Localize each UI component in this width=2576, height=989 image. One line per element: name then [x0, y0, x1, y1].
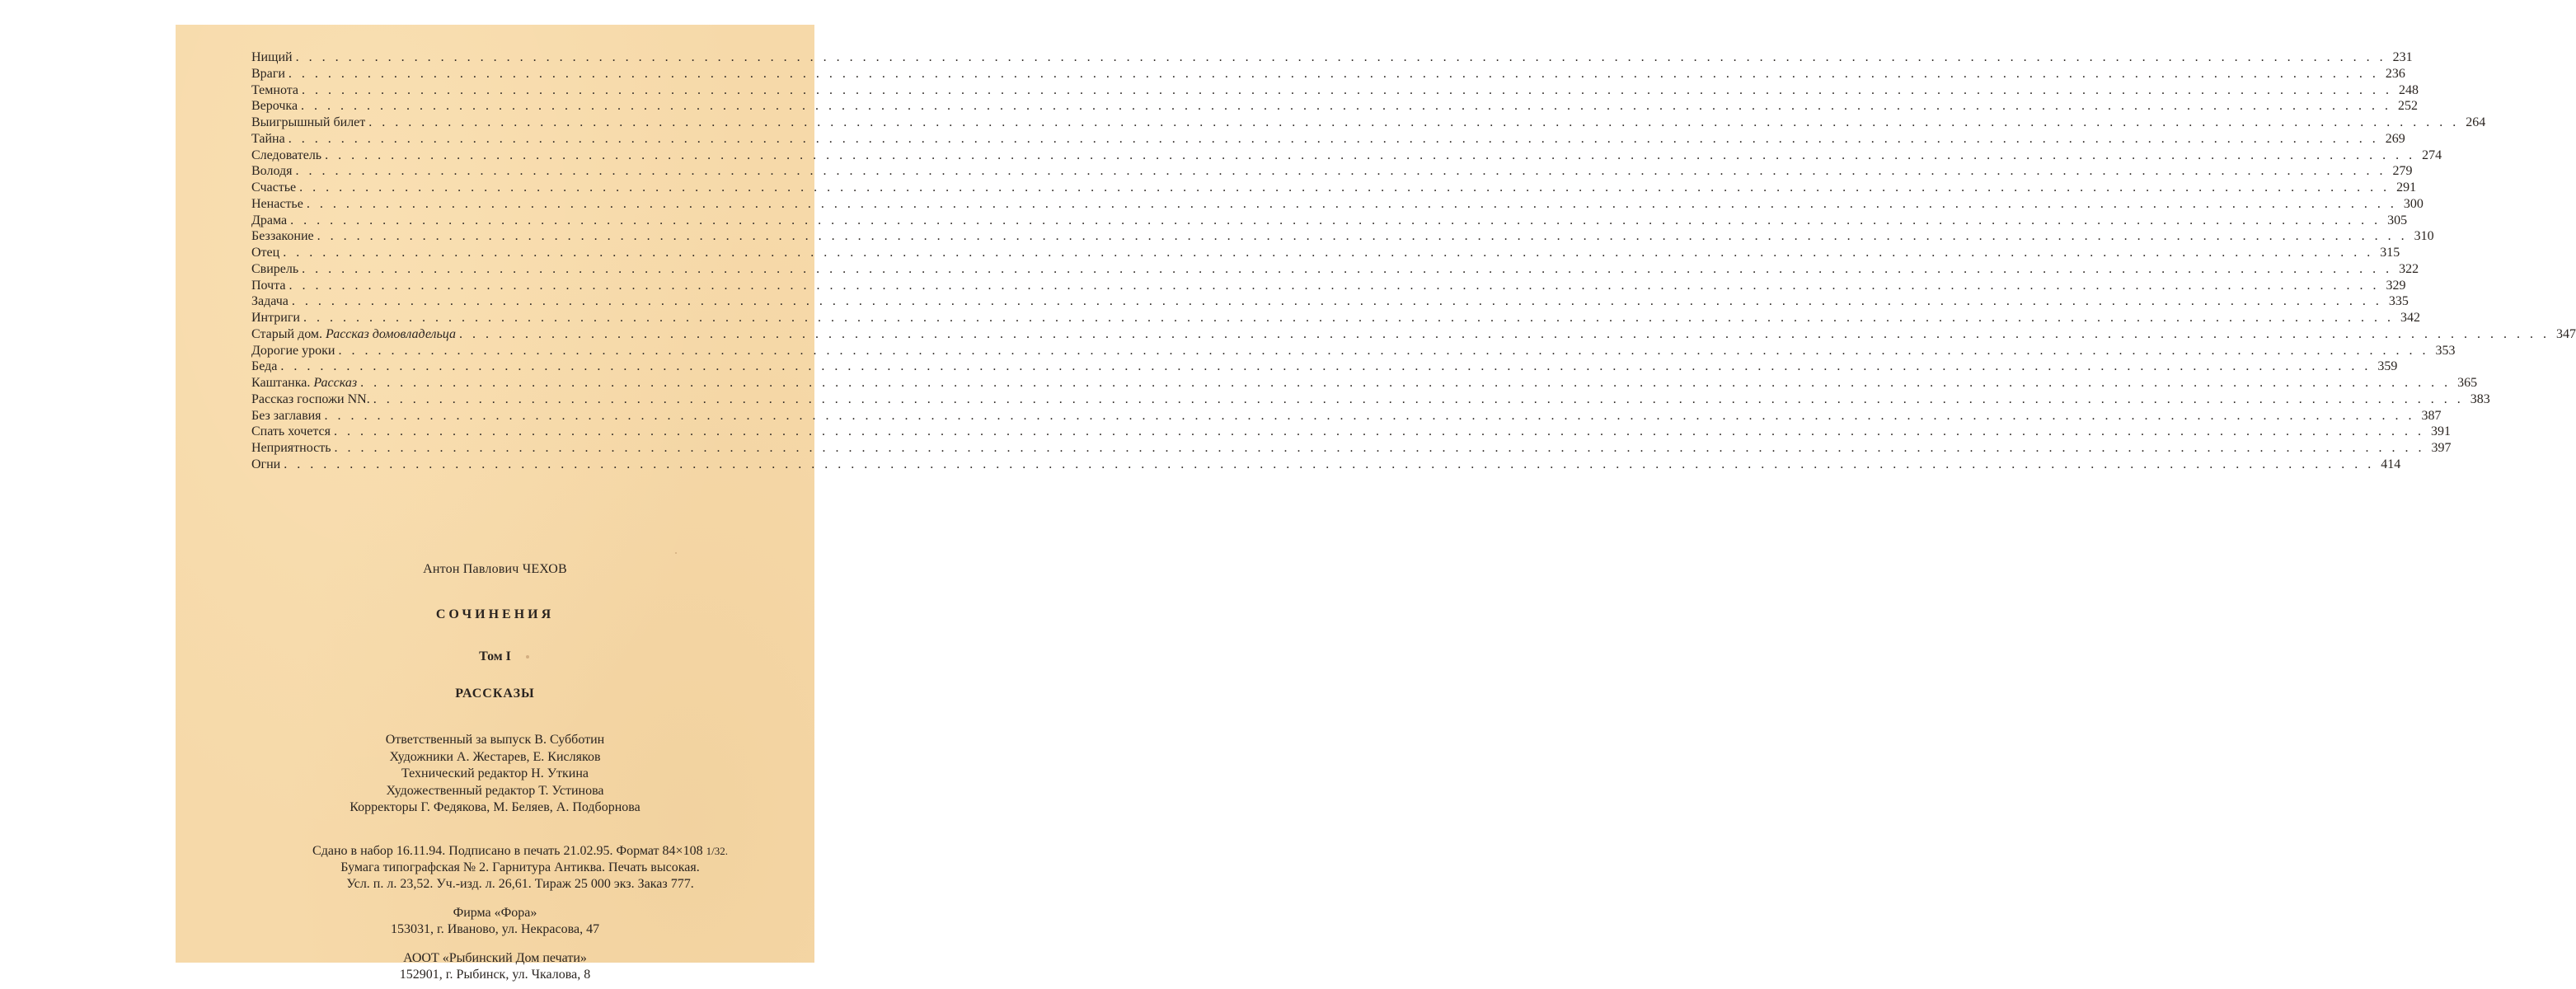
toc-entry-main: Верочка	[251, 99, 298, 114]
print-details-line	[265, 843, 776, 860]
toc-entry-title	[251, 310, 303, 326]
toc-page-number: 315	[2380, 246, 2400, 260]
toc-entry-main: Беда	[251, 359, 278, 374]
toc-entry-title	[251, 180, 299, 196]
credit-line: Технический редактор Н. Уткина	[401, 766, 589, 780]
toc-dot-leader	[325, 408, 2412, 424]
printer-block	[176, 950, 814, 983]
publisher-name: Фирма «Фора»	[453, 906, 537, 920]
toc-row	[251, 440, 2452, 457]
toc-entry-title	[251, 375, 360, 391]
toc-row	[251, 98, 2419, 115]
toc-entry-main: Враги	[251, 66, 285, 81]
toc-entry-title	[251, 278, 289, 294]
toc-dot-leader	[307, 196, 2394, 213]
toc-row	[251, 196, 2424, 213]
toc-dot-leader	[373, 391, 2461, 408]
toc-entry-main: Интриги	[251, 311, 300, 325]
toc-row	[251, 82, 2419, 99]
toc-entry-main: Спать хочется	[251, 424, 331, 439]
toc-dot-leader	[459, 326, 2546, 343]
toc-dot-leader	[303, 310, 2391, 326]
toc-entry-main: Тайна	[251, 131, 285, 146]
toc-page-number: 397	[2431, 441, 2452, 455]
toc-dot-leader	[289, 66, 2376, 82]
publisher-address: 153031, г. Иваново, ул. Некрасова, 47	[390, 922, 600, 936]
printer-address: 152901, г. Рыбинск, ул. Чкалова, 8	[399, 968, 591, 982]
toc-entry-title	[251, 293, 292, 310]
credits-block	[176, 732, 814, 817]
toc-entry-main: Огни	[251, 457, 281, 471]
toc-page-number: 353	[2435, 343, 2456, 358]
paper-spot	[675, 552, 677, 554]
toc-dot-leader	[292, 293, 2379, 310]
toc-row	[251, 245, 2400, 261]
toc-entry-main: Нищий	[251, 50, 293, 64]
printer-name: АООТ «Рыбинский Дом печати»	[403, 951, 587, 965]
toc-dot-leader	[368, 115, 2456, 131]
toc-page-number: 329	[2386, 278, 2406, 293]
toc-entry-title	[251, 82, 302, 99]
toc-entry-title	[251, 213, 290, 229]
toc-entry-main: Отец	[251, 246, 280, 260]
format-fraction: 1/32.	[706, 845, 728, 857]
toc-entry-main: Старый дом.	[251, 326, 323, 341]
toc-row	[251, 148, 2442, 164]
author-name: Антон Павлович ЧЕХОВ	[423, 562, 567, 576]
toc-dot-leader	[283, 245, 2370, 261]
credit-line: Художники А. Жестарев, Е. Кисляков	[389, 749, 601, 764]
toc-entry-title	[251, 440, 334, 457]
toc-entry-title	[251, 326, 459, 343]
toc-row	[251, 115, 2486, 131]
toc-dot-leader	[289, 131, 2376, 148]
toc-entry-title	[251, 98, 301, 115]
toc-row	[251, 457, 2401, 473]
toc-entry-title	[251, 228, 317, 245]
toc-row	[251, 310, 2420, 326]
toc-page-number: 274	[2422, 148, 2442, 162]
toc-page-number: 305	[2387, 213, 2408, 227]
toc-dot-leader	[338, 343, 2425, 359]
toc-page-number: 335	[2388, 294, 2409, 309]
credit-line: Корректоры Г. Федякова, М. Беляев, А. Подборнова	[350, 800, 640, 814]
toc-row	[251, 343, 2456, 359]
toc-row	[251, 375, 2478, 391]
toc-dot-leader	[325, 148, 2412, 164]
book-page	[176, 25, 2576, 982]
toc-entry-title	[251, 424, 334, 440]
toc-entry-title	[251, 163, 295, 180]
toc-page-number: 322	[2399, 261, 2419, 276]
credit-line: Художественный редактор Т. Устинова	[386, 783, 604, 798]
toc-entry-main: Свирель	[251, 261, 299, 276]
toc-entry-main: Неприятность	[251, 441, 331, 455]
toc-page-number: 269	[2385, 131, 2405, 146]
toc-entry-title	[251, 245, 283, 261]
print-details	[265, 843, 776, 893]
toc-dot-leader	[289, 278, 2376, 294]
print-details-line: Бумага типографская № 2. Гарнитура Антиква. Печать высокая.	[340, 860, 700, 874]
toc-entry-title	[251, 196, 307, 213]
toc-dot-leader	[280, 359, 2367, 375]
toc-dot-leader	[295, 163, 2382, 180]
toc-page-number: 279	[2392, 164, 2413, 179]
toc-entry-main: Без заглавия	[251, 408, 321, 423]
toc-entry-main: Счастье	[251, 180, 297, 195]
toc-entry-main: Почта	[251, 278, 286, 293]
toc-row	[251, 424, 2451, 440]
toc-page-number: 347	[2555, 326, 2576, 341]
toc-entry-main: Володя	[251, 164, 293, 179]
print-details-line: Усл. п. л. 23,52. Уч.-изд. л. 26,61. Тираж 25 000 экз. Заказ 777.	[346, 877, 694, 891]
toc-page-number: 383	[2470, 391, 2490, 406]
table-of-contents	[251, 49, 2576, 473]
toc-row	[251, 131, 2405, 148]
toc-page-number: 414	[2381, 457, 2401, 471]
toc-row	[251, 49, 2413, 66]
toc-page-number: 359	[2377, 359, 2398, 374]
credit-line: Ответственный за выпуск В. Субботин	[385, 733, 605, 747]
toc-row	[251, 278, 2406, 294]
toc-dot-leader	[290, 213, 2377, 229]
toc-dot-leader	[334, 424, 2421, 440]
toc-dot-leader	[296, 49, 2383, 66]
toc-row	[251, 163, 2413, 180]
toc-row	[251, 261, 2419, 278]
toc-dot-leader	[360, 375, 2447, 391]
toc-row	[251, 359, 2398, 375]
toc-entry-main: Ненастье	[251, 196, 303, 211]
toc-page-number: 342	[2400, 311, 2420, 325]
toc-entry-main: Дорогие уроки	[251, 343, 335, 358]
toc-dot-leader	[302, 261, 2389, 278]
toc-entry-title	[251, 408, 325, 424]
toc-page-number: 300	[2403, 196, 2424, 211]
toc-dot-leader	[301, 98, 2388, 115]
toc-dot-leader	[334, 440, 2421, 457]
toc-entry-main: Драма	[251, 213, 288, 227]
toc-row	[251, 66, 2405, 82]
toc-entry-main: Темнота	[251, 82, 299, 97]
toc-entry-title	[251, 66, 289, 82]
toc-entry-main: Рассказ госпожи NN.	[251, 391, 370, 406]
toc-entry-title	[251, 148, 325, 164]
toc-row	[251, 228, 2434, 245]
toc-row	[251, 293, 2409, 310]
toc-row	[251, 391, 2490, 408]
toc-dot-leader	[317, 228, 2405, 245]
toc-page-number: 391	[2430, 424, 2451, 439]
toc-page-number: 252	[2398, 99, 2419, 114]
toc-row	[251, 326, 2576, 343]
toc-row	[251, 213, 2408, 229]
works-title: СОЧИНЕНИЯ	[435, 607, 555, 621]
toc-dot-leader	[284, 457, 2371, 473]
toc-entry-subtitle: Рассказ	[313, 376, 358, 390]
toc-entry-title	[251, 359, 280, 375]
toc-entry-title	[251, 343, 338, 359]
genre-label: РАССКАЗЫ	[455, 687, 535, 701]
publisher-block	[176, 905, 814, 938]
toc-entry-subtitle: Рассказ домовладельца	[326, 326, 456, 341]
volume-label: Том I	[479, 649, 511, 663]
toc-page-number: 310	[2414, 229, 2434, 244]
paper-spot	[526, 655, 529, 659]
toc-entry-main: Следователь	[251, 148, 322, 162]
print-details-text: Сдано в набор 16.11.94. Подписано в печать 21.02.95. Формат 84×108	[312, 844, 703, 858]
toc-entry-main: Беззаконие	[251, 229, 314, 244]
toc-entry-title	[251, 261, 302, 278]
toc-page-number: 387	[2421, 408, 2442, 423]
toc-page-number: 291	[2396, 180, 2417, 195]
toc-row	[251, 180, 2417, 196]
toc-entry-title	[251, 391, 373, 408]
toc-page-number: 365	[2457, 376, 2478, 390]
toc-dot-leader	[302, 82, 2389, 99]
toc-entry-main: Задача	[251, 294, 289, 309]
toc-entry-title	[251, 115, 368, 131]
toc-page-number: 236	[2385, 66, 2405, 81]
toc-entry-main: Каштанка.	[251, 376, 311, 390]
toc-page-number: 264	[2466, 115, 2486, 129]
toc-entry-title	[251, 49, 296, 66]
toc-page-number: 248	[2399, 82, 2419, 97]
toc-row	[251, 408, 2442, 424]
toc-entry-title	[251, 131, 289, 148]
toc-entry-main: Выигрышный билет	[251, 115, 366, 129]
toc-dot-leader	[299, 180, 2386, 196]
toc-page-number: 231	[2392, 50, 2413, 64]
toc-entry-title	[251, 457, 284, 473]
